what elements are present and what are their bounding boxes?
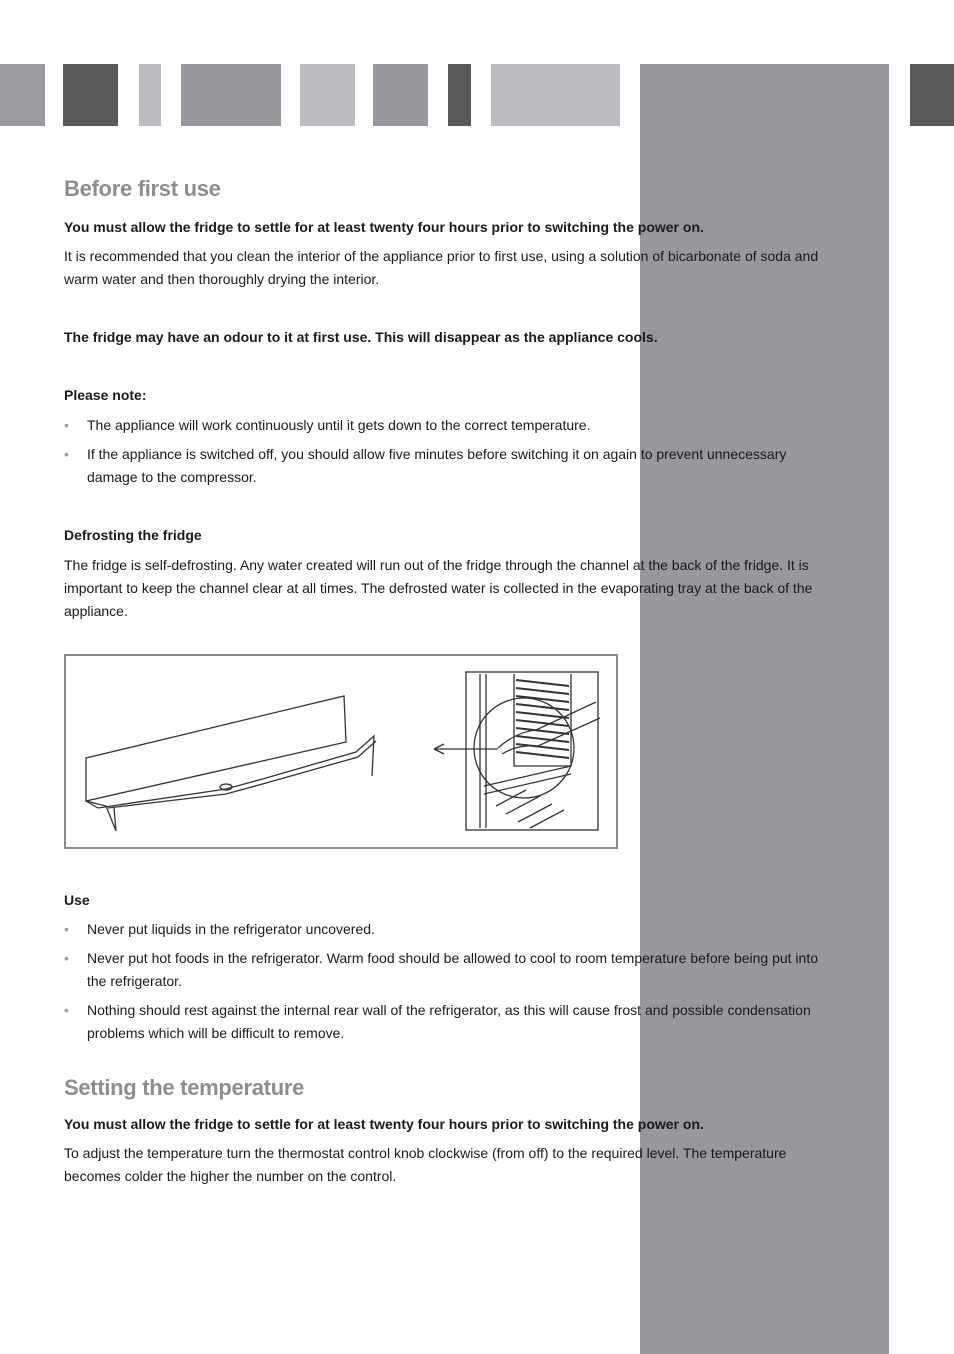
temperature-text: To adjust the temperature turn the thermostat control knob clockwise (from off) to the required level. The temperature becomes colder the higher the number on the control. [64, 1145, 787, 1184]
section-title-before-first-use: Before first use [64, 176, 221, 201]
bullet-icon: • [64, 921, 69, 937]
list-item: • Nothing should rest against the internal rear wall of the refrigerator, as this will cause frost and possible condensation problems which will be difficult to remove. [64, 999, 829, 1045]
please-note-list [64, 414, 829, 489]
fridge-channel-drawing [66, 656, 616, 847]
use-heading: Use [64, 892, 90, 908]
odour-text: The fridge may have an odour to it at first use. This will disappear as the appliance cools. [64, 329, 658, 345]
clean-text: It is recommended that you clean the interior of the appliance prior to first use, using a solution of bicarbonate of soda and warm water and then thoroughly drying the interior. [64, 248, 819, 287]
warning-text: You must allow the fridge to settle for at least twenty four hours prior to switching the power on. [64, 1116, 704, 1132]
please-note-heading: Please note: [64, 387, 147, 403]
warning-text: You must allow the fridge to settle for at least twenty four hours prior to switching the power on. [64, 219, 704, 235]
bullet-icon: • [64, 1002, 69, 1018]
header-block [491, 64, 620, 126]
bullet-icon: • [64, 950, 69, 966]
defrosting-heading: Defrosting the fridge [64, 527, 202, 543]
section-title-setting-temperature: Setting the temperature [64, 1075, 305, 1100]
main-content [64, 176, 829, 623]
use-list [64, 918, 829, 1045]
header-block [63, 64, 118, 126]
header-block [373, 64, 428, 126]
list-item: • The appliance will work continuously until it gets down to the correct temperature. [64, 414, 829, 437]
list-item: • Never put liquids in the refrigerator uncovered. [64, 918, 829, 941]
defrost-channel-illustration [64, 654, 618, 849]
defrosting-text: The fridge is self-defrosting. Any water created will run out of the fridge through the channel at the back of the fridge. It is important to keep the channel clear at all times. The defrosted water is collected in the evaporating tray at the back of the appliance. [64, 557, 813, 619]
header-block [300, 64, 355, 126]
header-block [0, 64, 45, 126]
bullet-icon: • [64, 417, 69, 433]
header-block [181, 64, 281, 126]
header-block [910, 64, 954, 126]
header-block [448, 64, 471, 126]
list-item: • If the appliance is switched off, you should allow five minutes before switching it on again to prevent unnecessary damage to the compressor. [64, 443, 829, 489]
bullet-icon: • [64, 446, 69, 462]
header-block [139, 64, 161, 126]
list-item: • Never put hot foods in the refrigerator. Warm food should be allowed to cool to room temperature before being put into the refrigerator. [64, 947, 829, 993]
use-section [64, 889, 829, 1188]
